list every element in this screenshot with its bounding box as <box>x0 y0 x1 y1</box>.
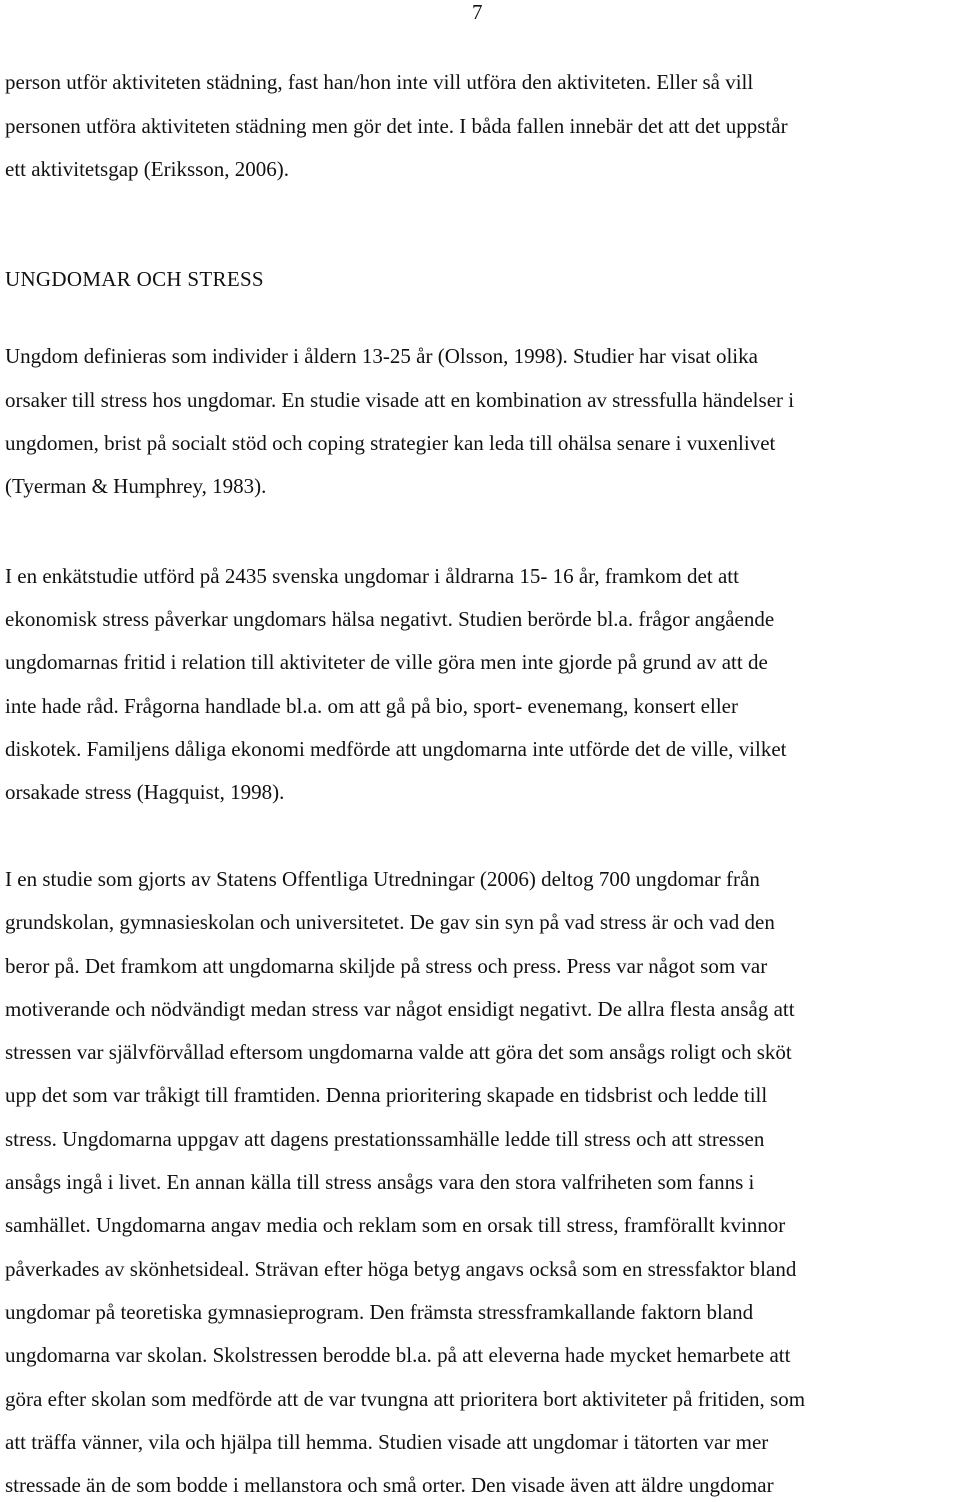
text-line: (Tyerman & Humphrey, 1983). <box>5 474 267 498</box>
text-line: ungdomar på teoretiska gymnasieprogram. Den främsta stressframkallande faktorn bland <box>5 1300 754 1324</box>
text-line: I en studie som gjorts av Statens Offentliga Utredningar (2006) deltog 700 ungdomar från <box>5 867 760 891</box>
text-line: ungdomarna var skolan. Skolstressen berodde bl.a. på att eleverna hade mycket hemarbete att <box>5 1343 791 1367</box>
text-line: beror på. Det framkom att ungdomarna skiljde på stress och press. Press var något som var <box>5 954 768 978</box>
text-line: stress. Ungdomarna uppgav att dagens prestationssamhälle ledde till stress och att stressen <box>5 1127 765 1151</box>
text-line: ungdomarnas fritid i relation till aktiviteter de ville göra men inte gjorde på grund av att de <box>5 650 768 674</box>
text-line: I en enkätstudie utförd på 2435 svenska ungdomar i åldrarna 15- 16 år, framkom det att <box>5 564 739 588</box>
text-line: att träffa vänner, vila och hjälpa till hemma. Studien visade att ungdomar i tätorten var mer <box>5 1430 769 1454</box>
text-line: stressade än de som bodde i mellanstora och små orter. Den visade även att äldre ungdomar <box>5 1473 774 1497</box>
text-line: ett aktivitetsgap (Eriksson, 2006). <box>5 157 290 181</box>
section-heading: UNGDOMAR OCH STRESS <box>5 267 264 291</box>
text-line: orsakade stress (Hagquist, 1998). <box>5 780 285 804</box>
text-line: grundskolan, gymnasieskolan och universitetet. De gav sin syn på vad stress är och vad den <box>5 910 775 934</box>
text-line: Ungdom definieras som individer i åldern 13-25 år (Olsson, 1998). Studier har visat olika <box>5 344 758 368</box>
text-line: inte hade råd. Frågorna handlade bl.a. om att gå på bio, sport- evenemang, konsert eller <box>5 694 738 718</box>
text-line: person utför aktiviteten städning, fast han/hon inte vill utföra den aktiviteten. Eller så vill <box>5 70 754 94</box>
text-line: ansågs ingå i livet. En annan källa till stress ansågs vara den stora valfriheten som fanns i <box>5 1170 755 1194</box>
text-line: ekonomisk stress påverkar ungdomars hälsa negativt. Studien berörde bl.a. frågor angående <box>5 607 775 631</box>
text-line: påverkades av skönhetsideal. Strävan efter höga betyg angavs också som en stressfaktor bland <box>5 1257 797 1281</box>
text-line: samhället. Ungdomarna angav media och reklam som en orsak till stress, framförallt kvinnor <box>5 1213 786 1237</box>
text-line: motiverande och nödvändigt medan stress var något ensidigt negativt. De allra flesta ansåg att <box>5 997 795 1021</box>
text-line: göra efter skolan som medförde att de var tvungna att prioritera bort aktiviteter på fritiden, som <box>5 1387 806 1411</box>
text-line: diskotek. Familjens dåliga ekonomi medförde att ungdomarna inte utförde det de ville, vilket <box>5 737 787 761</box>
text-line: ungdomen, brist på socialt stöd och coping strategier kan leda till ohälsa senare i vuxenlivet <box>5 431 776 455</box>
text-line: personen utföra aktiviteten städning men gör det inte. I båda fallen innebär det att det uppstår <box>5 114 788 138</box>
text-line: stressen var självförvållad eftersom ungdomarna valde att göra det som ansågs roligt och sköt <box>5 1040 792 1064</box>
text-line: orsaker till stress hos ungdomar. En studie visade att en kombination av stressfulla händelser i <box>5 388 795 412</box>
text-line: upp det som var tråkigt till framtiden. Denna prioritering skapade en tidsbrist och ledde till <box>5 1083 768 1107</box>
page-number: 7 <box>472 0 483 24</box>
